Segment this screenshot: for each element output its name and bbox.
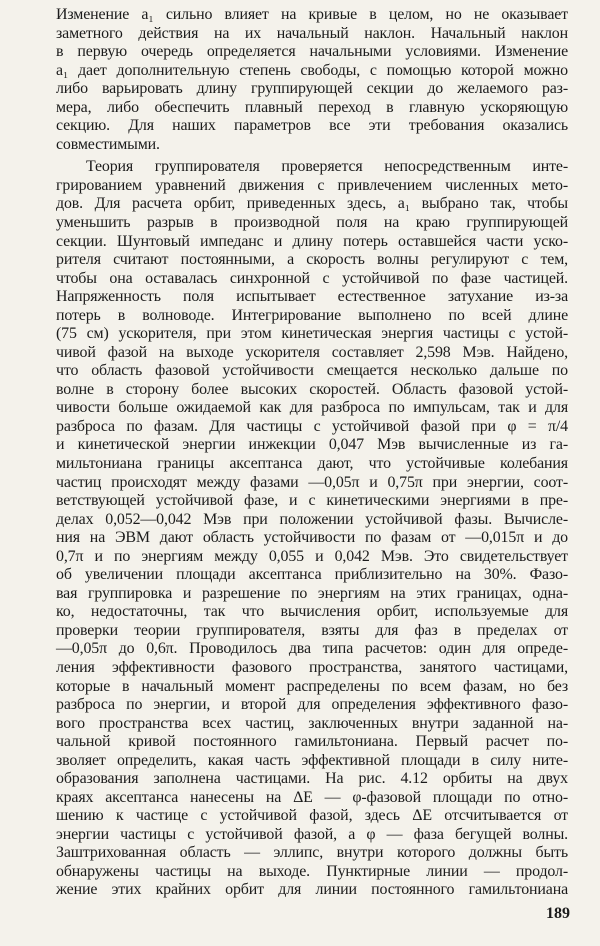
text-line: (75 см) ускорителя, при этом кинетическая энергия частицы с устой- <box>56 325 568 343</box>
text-line: чивости больше ожидаемой как для разброса по импульсам, так и для <box>56 399 568 417</box>
text-line: мильтониана границы аксептанса дают, что устойчивые колебания <box>56 455 568 472</box>
text-line: либо варьировать длину группирующей секции до желаемого раз- <box>56 80 568 98</box>
text-line: заметного действия на их начальный наклон. Начальный наклон <box>56 24 568 42</box>
text-line: потерь в волноводе. Интегрирование выполнено по всей длине <box>56 306 568 324</box>
text-line: грированием уравнений движения с привлечением численных мето- <box>56 176 568 194</box>
text-line: обнаружены частицы на выходе. Пунктирные линии — продол- <box>56 862 568 880</box>
text-line: энергии частицы с устойчивой фазой, а φ — фаза бегущей волны. <box>56 825 568 843</box>
text-line: делах 0,052—0,042 Мэв при положении устойчивой фазы. Вычисле- <box>56 510 568 528</box>
text-line: Заштрихованная область — эллипс, внутри которого должны быть <box>56 844 568 862</box>
text-line: разброса по фазам. Для частицы с устойчивой фазой при φ = π/4 <box>56 417 568 435</box>
text-line: Теория группирователя проверяется непосредственным инте- <box>86 158 568 176</box>
text-line: Напряженность поля испытывает естественное затухание из-за <box>56 288 568 306</box>
text-line: чтобы она оставалась синхронной с устойчивой по фазе частицей. <box>56 269 568 287</box>
text-line: ко, недостаточны, так что вычисления орбит, используемые для <box>56 603 568 621</box>
text-line: 0,7π и по энергиям между 0,055 и 0,042 Мэв. Это свидетельствует <box>56 547 568 565</box>
text-line: —0,05π до 0,6π. Проводилось два типа расчетов: один для опреде- <box>56 640 568 658</box>
text-line: проверки теории группирователя, взяты для фаз в пределах от <box>56 621 568 639</box>
text-line: вого пространства всех частиц, заключенных внутри заданной на- <box>56 714 568 732</box>
text-line: что область фазовой устойчивости смещается несколько дальше по <box>56 362 568 380</box>
text-line: Изменение a₁ сильно влияет на кривые в целом, но не оказывает <box>56 6 568 23</box>
text-line: уменьшить разрыв в производной поля на краю группирующей <box>56 213 568 231</box>
text-line: в первую очередь определяется начальными условиями. Изменение <box>56 43 568 61</box>
text-line: a₁ дает дополнительную степень свободы, с помощью которой можно <box>56 61 568 79</box>
text-line: об увеличении площади аксептанса приблизительно на 30%. Фазо- <box>56 566 568 584</box>
text-line: чальной кривой постоянного гамильтониана. Первый расчет по- <box>56 733 568 751</box>
text-line: зволяет определить, какая часть эффективной площади в силу ните- <box>56 751 568 769</box>
text-line: секцию. Для наших параметров все эти требования оказались <box>56 117 568 135</box>
text-line: образования заполнена частицами. На рис. 4.12 орбиты на двух <box>56 770 568 788</box>
text-line: жение этих крайних орбит для линии постоянного гамильтониана <box>56 881 568 899</box>
page-number: 189 <box>546 905 570 922</box>
text-line: вая группировка и разрешение по энергиям на этих границах, одна- <box>56 584 568 602</box>
text-line: частиц происходят между фазами —0,05π и 0,75π при энергии, соот- <box>56 473 568 491</box>
text-line: ния на ЭВМ дают область устойчивости по фазам от —0,015π и до <box>56 529 568 547</box>
text-line: волне в сторону более высоких скоростей. Область фазовой устой- <box>56 380 568 398</box>
text-line: которые в начальный момент распределены по всем фазам, но без <box>56 677 568 695</box>
text-line: ления эффективности фазового пространства, занятого частицами, <box>56 658 568 676</box>
text-line: краях аксептанса нанесены на ΔE — φ-фазовой площади по отно- <box>56 788 568 806</box>
text-line: мера, либо обеспечить плавный переход в главную ускоряющую <box>56 98 568 116</box>
text-line: разброса по энергии, и второй для определения эффективного фазо- <box>56 696 568 714</box>
text-line: дов. Для расчета орбит, приведенных здесь, a₁ выбрано так, чтобы <box>56 195 568 213</box>
text-line: чивой фазой на выходе ускорителя составляет 2,598 Мэв. Найдено, <box>56 343 568 361</box>
text-line: секции. Шунтовый импеданс и длину потерь оставшейся части уско- <box>56 232 568 250</box>
text-line: шению к частице с устойчивой фазой, здесь ΔE отсчитывается от <box>56 807 568 825</box>
text-line: рителя считают постоянными, а скорость волны регулируют с тем, <box>56 251 568 269</box>
text-line: ветствующей устойчивой фазе, и с кинетическими энергиями в пре- <box>56 492 568 510</box>
text-line: совместимыми. <box>56 135 160 153</box>
text-line: и кинетической энергии инжекции 0,047 Мэв вычисленные из га- <box>56 436 568 454</box>
